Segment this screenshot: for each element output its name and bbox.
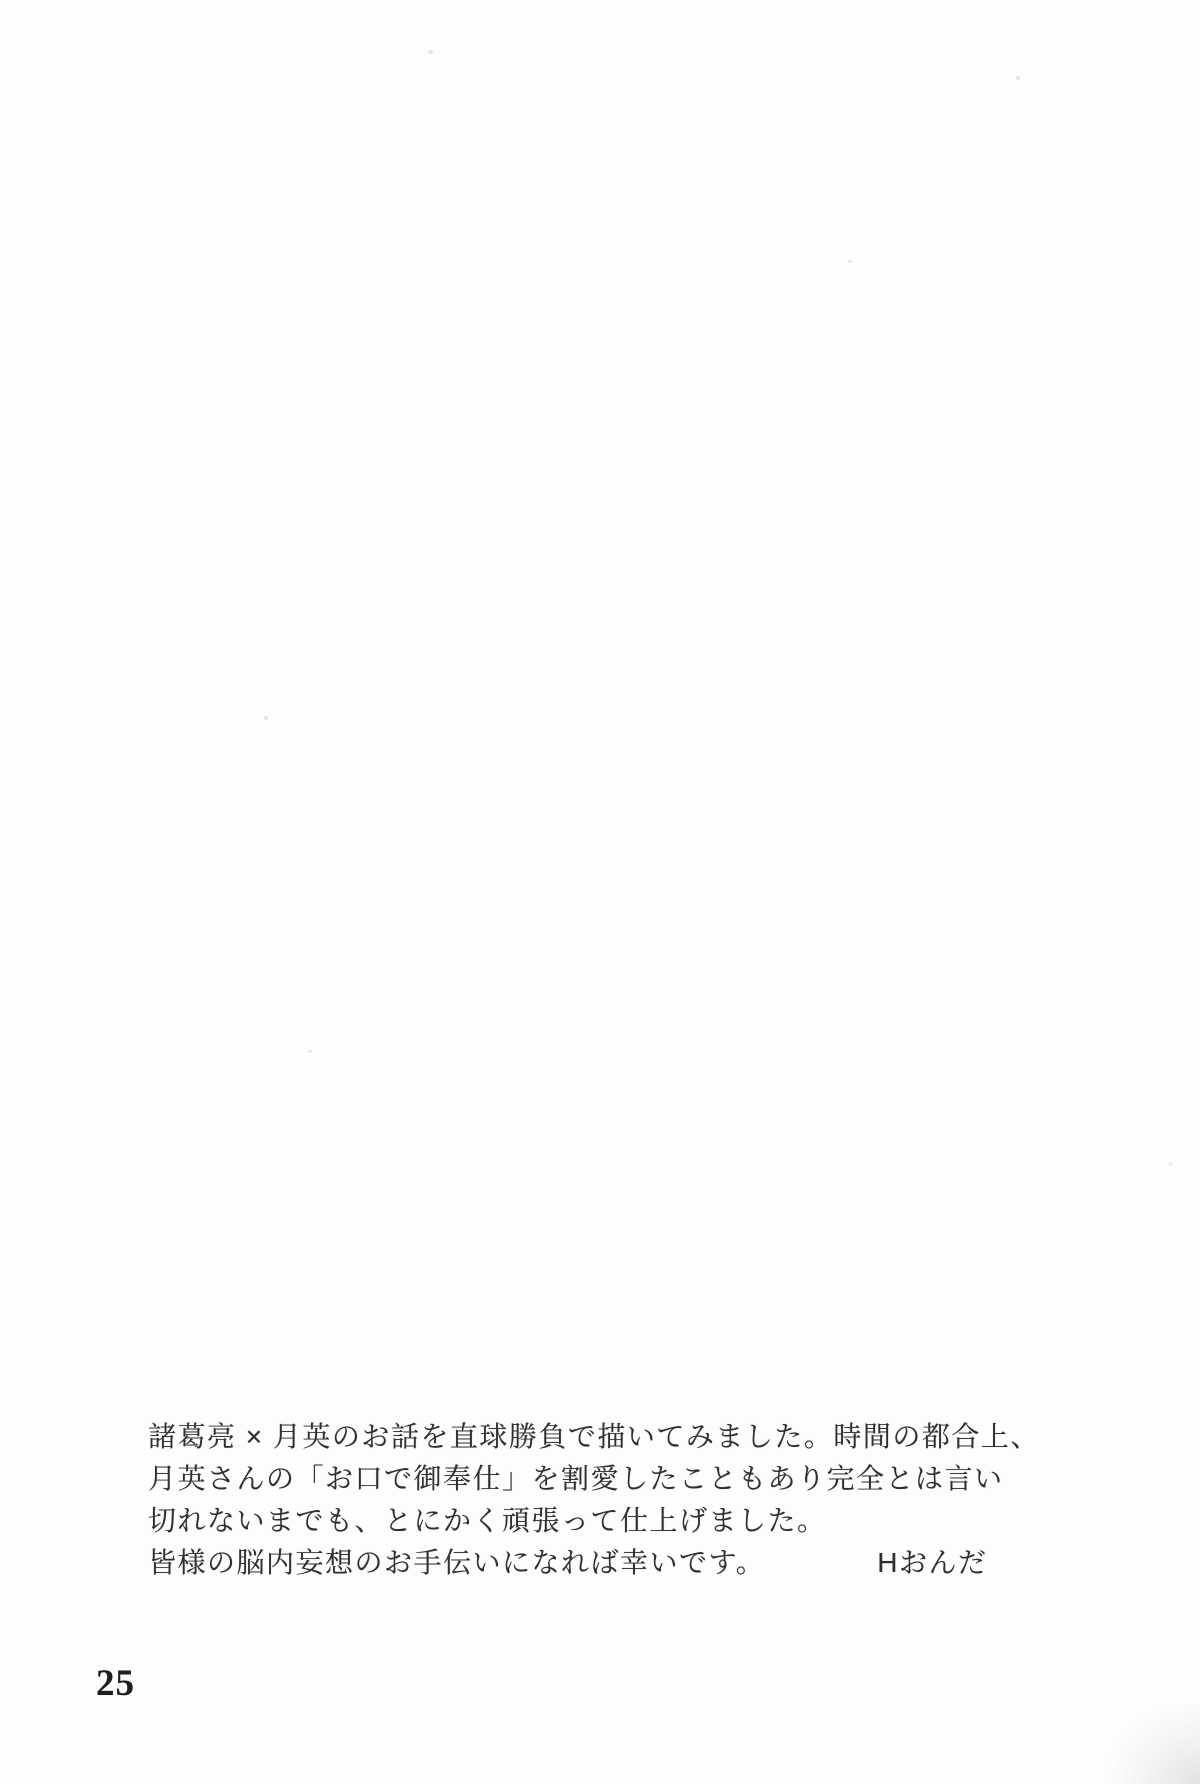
afterword-line-4-text: 皆様の脳内妄想のお手伝いになれば幸いです。 — [148, 1547, 766, 1578]
page-number: 25 — [96, 1663, 135, 1704]
afterword-line-2: 月英さんの「お口で御奉仕」を割愛したこともあり完全とは言い — [148, 1463, 1004, 1494]
scan-speck — [428, 50, 433, 54]
afterword-line-4 — [148, 1542, 1040, 1584]
afterword-text — [148, 1416, 1040, 1584]
scan-speck — [1168, 1162, 1173, 1166]
scan-speck — [1016, 76, 1020, 80]
afterword-line-1: 諸葛亮 × 月英のお話を直球勝負で描いてみました。時間の都合上、 — [148, 1421, 1040, 1452]
scan-speck — [848, 260, 852, 263]
scan-speck — [264, 716, 268, 720]
scan-speck — [308, 1050, 312, 1053]
afterword-signature: Hおんだ — [877, 1547, 988, 1578]
scan-corner-smudge — [1110, 1704, 1200, 1784]
afterword-line-3: 切れないまでも、とにかく頑張って仕上げました。 — [148, 1505, 827, 1536]
